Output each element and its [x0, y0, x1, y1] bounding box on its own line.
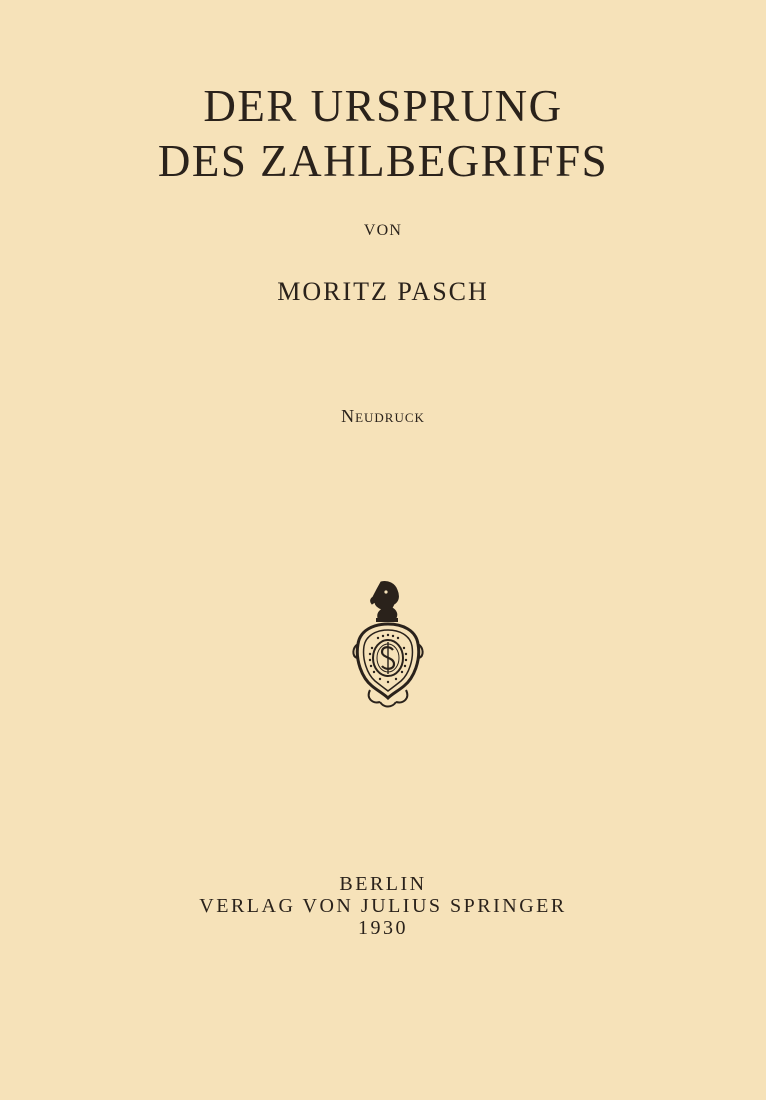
- springer-knight-emblem-icon: [348, 578, 428, 718]
- by-label: VON: [363, 222, 403, 239]
- imprint-city: BERLIN: [339, 873, 427, 895]
- imprint-publisher: VERLAG VON JULIUS SPRINGER: [199, 895, 567, 917]
- edition-label: Neudruck: [341, 406, 425, 426]
- book-title-line-2: DES ZAHLBEGRIFFS: [157, 136, 609, 186]
- book-title-line-1: DER URSPRUNG: [203, 81, 563, 131]
- imprint-year: 1930: [358, 917, 408, 939]
- author-name: MORITZ PASCH: [277, 277, 489, 306]
